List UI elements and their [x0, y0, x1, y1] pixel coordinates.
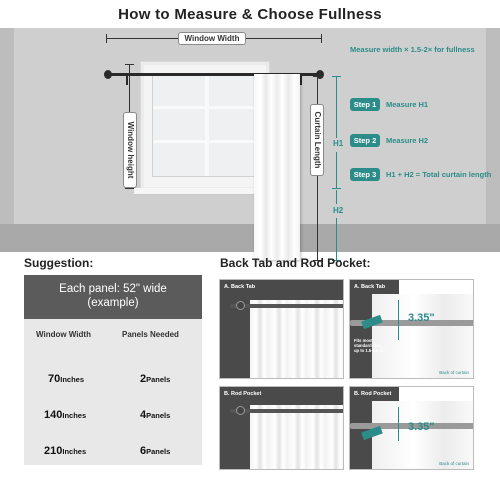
- rod-finial-left: [104, 70, 112, 79]
- back-of-curtain-note: Back of curtain: [439, 461, 469, 466]
- curtain-rod: [230, 304, 344, 308]
- column-header-panels-needed: Panels Needed: [122, 330, 179, 339]
- h1-dimension-line: [336, 76, 337, 138]
- h1-label: H1: [333, 139, 344, 148]
- curtain-rod: [230, 409, 344, 413]
- step-3-text: H1 + H2 = Total curtain length: [386, 170, 492, 179]
- table-row-panels: 4Panels: [140, 409, 171, 421]
- step-1-text: Measure H1: [386, 100, 429, 109]
- rod-pocket-detail-panel: [349, 386, 474, 470]
- window-mullion: [153, 106, 257, 109]
- curtain-fabric: [250, 405, 344, 470]
- h2-dimension-line: [336, 190, 337, 204]
- panel-label: B. Rod Pocket: [354, 391, 392, 397]
- curtain-length-label: Curtain Length: [310, 104, 324, 176]
- table-row-width: 70Inches: [48, 373, 85, 385]
- step-2-badge: Step 2: [350, 134, 380, 147]
- dimension-tick: [332, 188, 341, 189]
- rod-pocket-front-panel: [219, 386, 344, 470]
- back-tab-detail-panel: [349, 279, 474, 379]
- rod-finial: [236, 301, 245, 310]
- side-wall-right: [486, 28, 500, 252]
- h1-dimension-line: [336, 152, 337, 188]
- curtain-fabric: [250, 300, 344, 379]
- column-header-window-width: Window Width: [36, 330, 91, 339]
- suggestion-title: Suggestion:: [24, 256, 94, 270]
- back-of-curtain-note: Back of curtain: [439, 370, 469, 375]
- back-tab-measure: 3.35": [408, 312, 435, 324]
- pocket-section-title: Back Tab and Rod Pocket:: [220, 256, 371, 270]
- rod-bracket-left: [126, 73, 128, 85]
- window-height-label: Window height: [123, 112, 137, 188]
- window: [141, 62, 269, 190]
- step-3-badge: Step 3: [350, 168, 380, 181]
- h2-label: H2: [333, 206, 344, 215]
- measure-arrow: [398, 407, 399, 441]
- dimension-tick: [313, 76, 322, 77]
- curtain-panel: [254, 74, 300, 260]
- dimension-tick: [125, 188, 134, 189]
- dimension-tick: [321, 34, 322, 43]
- window-mullion: [205, 74, 209, 176]
- window-width-label: Window Width: [178, 32, 246, 45]
- panel-label: B. Rod Pocket: [224, 391, 262, 397]
- dimension-tick: [106, 34, 107, 43]
- rod-fit-note: Fits most standard rods up to 1.5-1.6 in": [354, 338, 386, 353]
- curtain-fabric: [372, 294, 474, 379]
- table-row-width: 140Inches: [44, 409, 87, 421]
- example-text: (example): [87, 297, 139, 309]
- panel-width-text: Each panel: 52" wide: [59, 283, 167, 295]
- page-title: How to Measure & Choose Fullness: [118, 6, 382, 23]
- panel-label: A. Back Tab: [354, 284, 386, 290]
- dimension-tick: [332, 76, 341, 77]
- table-row-width: 210Inches: [44, 445, 87, 457]
- h2-dimension-line: [336, 218, 337, 260]
- curtain-fabric: [372, 401, 474, 470]
- step-1-badge: Step 1: [350, 98, 380, 111]
- table-row-panels: 6Panels: [140, 445, 171, 457]
- side-wall-left: [0, 28, 14, 252]
- rod-bracket-right: [300, 73, 302, 85]
- dimension-tick: [125, 64, 134, 65]
- measure-arrow: [398, 300, 399, 340]
- suggestion-table: [24, 275, 202, 465]
- suggestion-header: [24, 275, 202, 319]
- floor: [0, 224, 500, 252]
- rod-pocket-measure: 3.35": [408, 421, 435, 433]
- fullness-note: Measure width × 1.5-2× for fullness: [350, 45, 475, 54]
- table-row-panels: 2Panels: [140, 373, 171, 385]
- back-tab-front-panel: [219, 279, 344, 379]
- window-mullion: [153, 140, 257, 143]
- window-glass: [152, 73, 258, 177]
- room-diagram: [0, 28, 500, 252]
- rod-finial: [236, 406, 245, 415]
- step-2-text: Measure H2: [386, 136, 429, 145]
- panel-label: A. Back Tab: [224, 284, 256, 290]
